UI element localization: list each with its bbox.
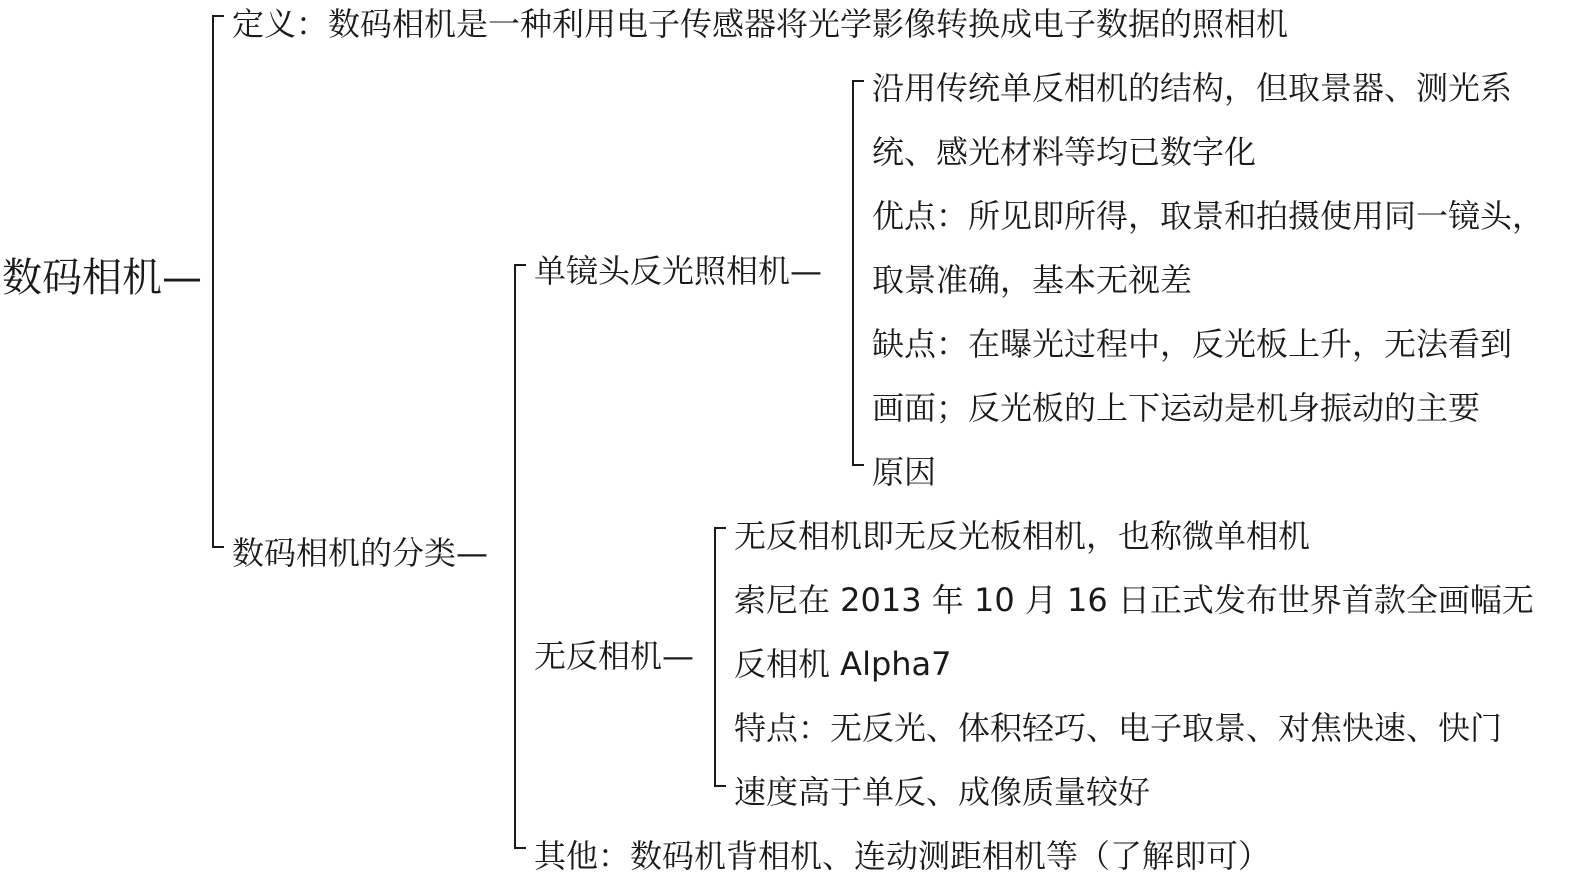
root-node: 数码相机— xyxy=(2,255,202,301)
mirrorless-detail-line: 索尼在 2013 年 10 月 16 日正式发布世界首款全画幅无 xyxy=(734,581,1534,619)
classification-node: 数码相机的分类— xyxy=(232,534,489,572)
slr-detail-line: 原因 xyxy=(872,453,937,491)
mirrorless-node: 无反相机— xyxy=(534,637,695,675)
slr-detail-line: 取景准确，基本无视差 xyxy=(872,261,1193,299)
slr-detail-line: 沿用传统单反相机的结构，但取景器、测光系 xyxy=(872,69,1513,107)
slr-detail-line: 优点：所见即所得，取景和拍摄使用同一镜头， xyxy=(872,197,1545,235)
mirrorless-detail-line: 特点：无反光、体积轻巧、电子取景、对焦快速、快门 xyxy=(734,709,1503,747)
slr-node: 单镜头反光照相机— xyxy=(534,252,823,290)
mirrorless-details-bracket xyxy=(714,527,726,787)
classification-bracket xyxy=(514,264,526,849)
mirrorless-detail-line: 速度高于单反、成像质量较好 xyxy=(734,773,1151,811)
slr-detail-line: 统、感光材料等均已数字化 xyxy=(872,133,1257,171)
slr-detail-line: 画面；反光板的上下运动是机身振动的主要 xyxy=(872,389,1481,427)
slr-details-bracket xyxy=(852,80,864,466)
slr-detail-line: 缺点：在曝光过程中，反光板上升，无法看到 xyxy=(872,325,1513,363)
other-node: 其他：数码机背相机、连动测距相机等（了解即可） xyxy=(534,837,1271,875)
level1-bracket xyxy=(212,15,224,548)
mirrorless-detail-line: 无反相机即无反光板相机，也称微单相机 xyxy=(734,517,1311,555)
definition-node: 定义：数码相机是一种利用电子传感器将光学影像转换成电子数据的照相机 xyxy=(232,5,1289,43)
mirrorless-detail-line: 反相机 Alpha7 xyxy=(734,645,952,683)
